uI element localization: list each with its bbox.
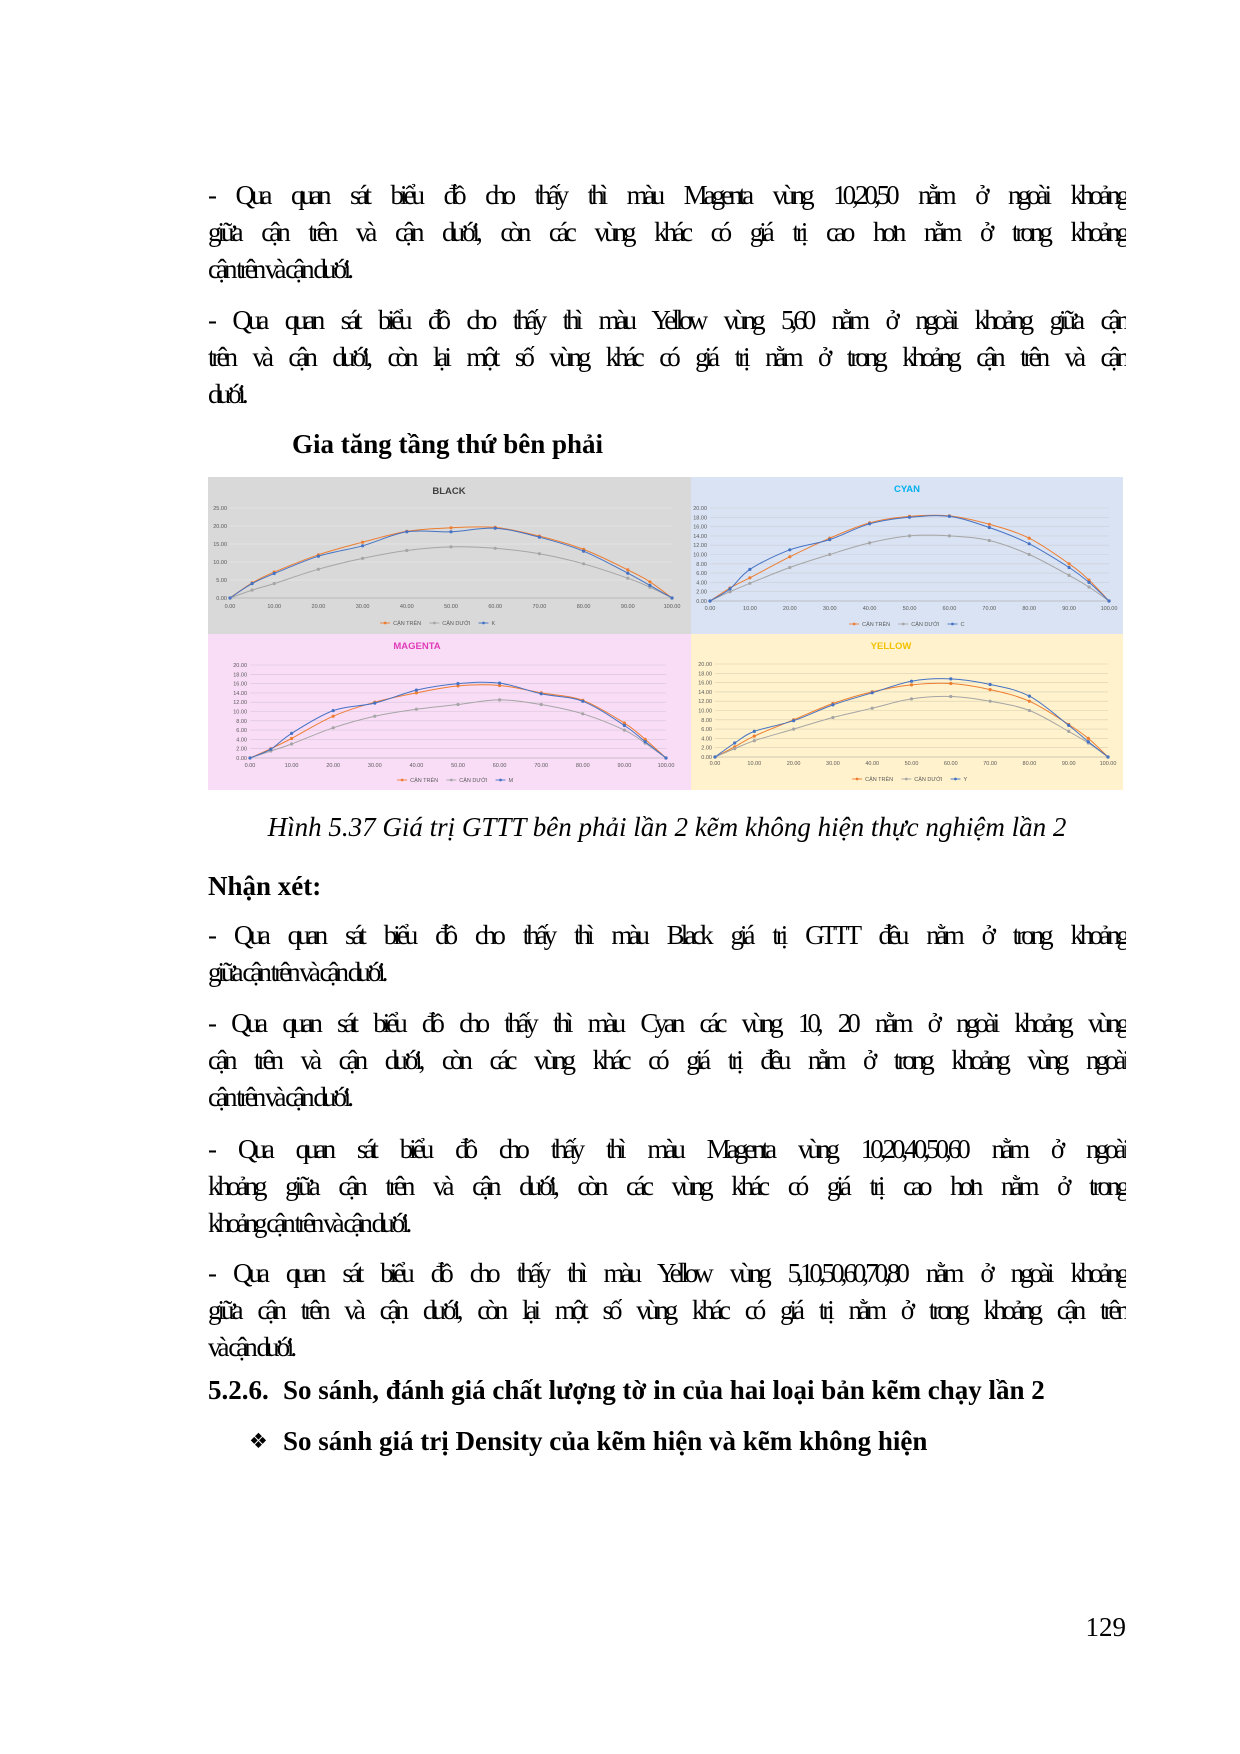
paragraph-line: - Qua quan sát biểu đồ cho thấy thì màu Magenta vùng 10,20,40,50,60 nằm ở ngoài <box>208 1134 1126 1164</box>
x-tick-label: 40.00 <box>862 606 877 612</box>
y-tick-label: 18.00 <box>698 671 712 678</box>
paragraph-line: và cận dưới. <box>208 1332 294 1362</box>
x-tick-label: 20.00 <box>782 606 797 612</box>
lower-bound-point <box>449 545 452 548</box>
y-tick-label: 0.00 <box>216 596 227 602</box>
paragraph-line: - Qua quan sát biểu đồ cho thấy thì màu Yellow vùng 5,60 nằm ở ngoài khoảng giữa cận <box>208 305 1126 335</box>
x-tick-label: 30.00 <box>355 604 370 610</box>
legend-entry <box>852 775 893 783</box>
legend-marker <box>905 778 908 781</box>
lower-bound-point <box>273 582 276 585</box>
measured-point <box>449 530 452 533</box>
measured-point <box>290 732 293 735</box>
upper-bound-line <box>230 527 672 598</box>
chart-cyan <box>691 477 1123 634</box>
lower-bound-point <box>373 715 376 718</box>
y-tick-label: 8.00 <box>236 718 247 725</box>
x-tick-label: 30.00 <box>826 761 840 767</box>
y-tick-label: 8.00 <box>696 561 707 568</box>
measured-point <box>988 526 991 529</box>
y-tick-label: 16.00 <box>233 681 247 688</box>
x-tick-label: 20.00 <box>786 761 801 767</box>
measured-point <box>248 756 251 759</box>
legend-marker <box>433 622 436 625</box>
y-tick-label: 4.00 <box>236 737 247 744</box>
measured-point <box>910 680 913 683</box>
measured-point <box>456 682 459 685</box>
lower-bound-point <box>792 728 795 731</box>
lower-bound-point <box>540 703 543 706</box>
figure-caption: Hình 5.37 Giá trị GTTT bên phải lần 2 kẽm không hiện thực nghiệm lần 2 <box>267 812 1067 842</box>
chart-title: CYAN <box>893 484 921 495</box>
y-tick-label: 6.00 <box>236 728 247 735</box>
y-tick-label: 14.00 <box>233 690 247 697</box>
x-tick-label: 80.00 <box>1022 761 1037 767</box>
legend-marker <box>856 778 859 781</box>
lower-bound-point <box>1068 574 1071 577</box>
paragraph-magenta-previous <box>208 177 1126 288</box>
y-tick-label: 10.00 <box>698 708 712 715</box>
paragraph-line: - Qua quan sát biểu đồ cho thấy thì màu Yellow vùng 5,10,50,60,70,80 nằm ở ngoài khoảng <box>208 1258 1126 1288</box>
lower-bound-point <box>989 700 992 703</box>
y-tick-label: 2.00 <box>236 746 247 753</box>
legend-entry <box>898 621 940 628</box>
paragraph-line: - Qua quan sát biểu đồ cho thấy thì màu Magenta vùng 10,20,50 nằm ở ngoài khoảng <box>208 180 1126 210</box>
x-tick-label: 0.00 <box>244 763 256 769</box>
x-tick-label: 60.00 <box>943 761 958 767</box>
x-tick-label: 100.00 <box>1100 606 1118 612</box>
x-tick-label: 0.00 <box>709 761 721 767</box>
lower-bound-point <box>831 716 834 719</box>
y-tick-label: 12.00 <box>698 699 712 706</box>
measured-point <box>626 572 629 575</box>
lower-bound-point <box>538 552 541 555</box>
y-tick-label: 14.00 <box>698 689 712 696</box>
y-tick-label: 4.00 <box>701 736 712 743</box>
legend-label: M <box>508 778 514 784</box>
measured-line <box>250 682 666 758</box>
legend-label: CẬN TRÊN <box>865 777 894 783</box>
upper-bound-point <box>788 555 791 558</box>
lower-bound-point <box>317 568 320 571</box>
legend-label: CẬN TRÊN <box>410 778 439 784</box>
measured-point <box>251 582 254 585</box>
measured-point <box>498 682 501 685</box>
chart-black <box>208 477 691 634</box>
lower-bound-point <box>623 729 626 732</box>
legend-label: CẬN DƯỚI <box>911 622 940 628</box>
y-tick-label: 12.00 <box>693 543 707 550</box>
legend-marker <box>954 778 957 781</box>
lower-bound-point <box>290 742 293 745</box>
paragraph-line: - Qua quan sát biểu đồ cho thấy thì màu Cyan các vùng 10, 20 nằm ở ngoài khoảng vùng <box>208 1008 1126 1038</box>
y-tick-label: 6.00 <box>701 727 712 734</box>
y-tick-label: 12.00 <box>233 700 247 707</box>
x-tick-label: 100.00 <box>657 763 675 769</box>
measured-line <box>715 679 1108 757</box>
legend-entry <box>849 620 890 628</box>
lower-bound-point <box>332 726 335 729</box>
x-tick-label: 70.00 <box>982 606 997 612</box>
legend-marker <box>401 779 404 782</box>
chart-panel-black <box>208 477 691 634</box>
measured-point <box>644 740 647 743</box>
lower-bound-point <box>1028 553 1031 556</box>
upper-bound-point <box>648 580 651 583</box>
x-tick-label: 20.00 <box>311 604 326 610</box>
measured-point <box>405 530 408 533</box>
page-number: 129 <box>1085 1612 1126 1642</box>
legend-entry <box>948 622 965 628</box>
paragraph-line: giữa cận trên và cận dưới. <box>208 957 385 987</box>
measured-point <box>788 548 791 551</box>
x-tick-label: 0.00 <box>224 604 236 610</box>
lower-bound-point <box>415 708 418 711</box>
measured-point <box>361 544 364 547</box>
legend-marker <box>450 779 453 782</box>
lower-bound-point <box>949 695 952 698</box>
measured-point <box>713 755 716 758</box>
paragraph-line: giữa cận trên và cận dưới, còn lại một số vùng khác có giá trị nằm ở trong khoảng cận trên <box>208 1295 1126 1325</box>
measured-point <box>1067 724 1070 727</box>
x-tick-label: 30.00 <box>822 606 837 612</box>
measured-point <box>540 692 543 695</box>
x-tick-label: 40.00 <box>865 761 880 767</box>
measured-point <box>948 515 951 518</box>
subsection-title: So sánh giá trị Density của kẽm hiện và kẽm không hiện <box>283 1426 928 1456</box>
lower-bound-point <box>748 582 751 585</box>
measured-point <box>748 568 751 571</box>
lower-bound-point <box>988 539 991 542</box>
x-tick-label: 80.00 <box>576 604 591 610</box>
legend-entry <box>496 778 514 784</box>
lower-bound-line <box>250 700 666 758</box>
lower-bound-point <box>456 703 459 706</box>
measured-point <box>332 709 335 712</box>
y-tick-label: 0.00 <box>236 756 247 762</box>
measured-point <box>728 587 731 590</box>
y-tick-label: 16.00 <box>693 524 707 531</box>
paragraph-yellow-previous <box>208 302 1126 413</box>
legend-entry <box>429 620 471 627</box>
measured-point <box>1107 599 1110 602</box>
measured-point <box>582 550 585 553</box>
upper-bound-point <box>748 576 751 579</box>
x-tick-label: 50.00 <box>451 763 465 769</box>
legend-marker <box>902 623 905 626</box>
lower-bound-point <box>908 534 911 537</box>
lower-bound-point <box>1028 709 1031 712</box>
x-tick-label: 80.00 <box>1022 606 1037 612</box>
y-tick-label: 18.00 <box>233 672 247 679</box>
y-tick-label: 8.00 <box>701 717 712 724</box>
paragraph-magenta <box>208 1131 1126 1242</box>
upper-bound-point <box>989 688 992 691</box>
paragraph-line: giữa cận trên và cận dưới, còn các vùng khác có giá trị cao hơn nằm ở trong khoảng <box>208 217 1126 247</box>
x-tick-label: 40.00 <box>409 763 424 769</box>
remarks-heading: Nhận xét: <box>208 871 322 901</box>
y-tick-label: 15.00 <box>213 542 227 548</box>
paragraph-line: dưới. <box>208 379 245 409</box>
y-tick-label: 14.00 <box>693 533 707 540</box>
lower-bound-point <box>581 712 584 715</box>
measured-point <box>949 677 952 680</box>
x-tick-label: 100.00 <box>1099 761 1117 767</box>
chart-title: YELLOW <box>870 641 912 652</box>
legend-entry <box>951 777 968 783</box>
upper-bound-point <box>753 735 756 738</box>
x-tick-label: 60.00 <box>942 606 957 612</box>
x-tick-label: 70.00 <box>534 763 549 769</box>
x-tick-label: 70.00 <box>532 604 547 610</box>
x-tick-label: 10.00 <box>747 761 762 767</box>
measured-point <box>1087 581 1090 584</box>
paragraph-yellow <box>208 1255 1126 1366</box>
lower-bound-point <box>788 566 791 569</box>
measured-point <box>494 527 497 530</box>
upper-bound-point <box>949 682 952 685</box>
measured-point <box>269 748 272 751</box>
legend-marker <box>951 623 954 626</box>
legend-marker <box>853 623 856 626</box>
lower-bound-point <box>868 541 871 544</box>
measured-point <box>648 584 651 587</box>
x-tick-label: 90.00 <box>1062 606 1076 612</box>
paragraph-line: - Qua quan sát biểu đồ cho thấy thì màu Black giá trị GTTT đều nằm ở trong khoảng <box>208 920 1126 950</box>
x-tick-label: 80.00 <box>575 763 590 769</box>
lower-bound-point <box>753 739 756 742</box>
measured-point <box>792 719 795 722</box>
y-tick-label: 6.00 <box>696 571 707 578</box>
subsection-heading <box>208 1423 1126 1460</box>
y-tick-label: 10.00 <box>213 560 227 566</box>
x-tick-label: 40.00 <box>399 604 414 610</box>
measured-point <box>1068 566 1071 569</box>
paragraph-line: cận trên và cận dưới, còn các vùng khác có giá trị đều nằm ở trong khoảng vùng ngoài <box>208 1045 1126 1075</box>
lower-bound-point <box>405 549 408 552</box>
measured-point <box>871 691 874 694</box>
y-tick-label: 4.00 <box>696 580 707 587</box>
measured-point <box>1028 695 1031 698</box>
measured-point <box>1028 542 1031 545</box>
x-tick-label: 50.00 <box>904 761 919 767</box>
x-tick-label: 60.00 <box>488 604 503 610</box>
x-tick-label: 30.00 <box>367 763 382 769</box>
figure-5-37-charts <box>208 477 1123 790</box>
chart-panel-yellow <box>691 634 1123 790</box>
chart-title: MAGENTA <box>393 641 441 652</box>
paragraph-cyan <box>208 1005 1126 1116</box>
upper-bound-point <box>290 737 293 740</box>
lower-bound-point <box>626 577 629 580</box>
y-tick-label: 20.00 <box>233 663 247 669</box>
chart-yellow <box>691 634 1123 790</box>
paragraph-line: trên và cận dưới, còn lại một số vùng khác có giá trị nằm ở trong khoảng cận trên và cận <box>208 342 1126 372</box>
y-tick-label: 0.00 <box>696 599 707 605</box>
section-number: 5.2.6. <box>208 1375 269 1405</box>
legend-entry <box>479 621 496 627</box>
legend-label: Y <box>963 777 968 783</box>
legend-label: CẬN DƯỚI <box>459 778 488 784</box>
measured-line <box>710 516 1109 601</box>
section-heading <box>208 1372 1126 1409</box>
x-tick-label: 20.00 <box>326 763 341 769</box>
measured-point <box>989 683 992 686</box>
x-tick-label: 100.00 <box>663 604 681 610</box>
lower-bound-point <box>582 562 585 565</box>
measured-point <box>415 689 418 692</box>
y-tick-label: 10.00 <box>233 709 247 716</box>
lower-bound-point <box>251 589 254 592</box>
y-tick-label: 5.00 <box>216 578 227 584</box>
legend-marker <box>384 622 387 625</box>
measured-point <box>828 538 831 541</box>
legend-label: CẬN TRÊN <box>393 621 422 627</box>
upper-bound-point <box>1028 700 1031 703</box>
lower-bound-point <box>910 697 913 700</box>
lower-bound-point <box>948 534 951 537</box>
y-tick-label: 2.00 <box>696 589 707 596</box>
lower-bound-point <box>494 547 497 550</box>
paragraph-line: khoảng giữa cận trên và cận dưới, còn các vùng khác có giá trị cao hơn nằm ở trong <box>208 1171 1126 1201</box>
legend-label: CẬN DƯỚI <box>914 777 943 783</box>
measured-point <box>538 536 541 539</box>
diamond-bullet-icon: ❖ <box>249 1429 268 1453</box>
legend-entry <box>397 776 438 784</box>
measured-point <box>317 555 320 558</box>
measured-point <box>908 516 911 519</box>
y-tick-label: 16.00 <box>698 680 712 687</box>
measured-point <box>868 522 871 525</box>
y-tick-label: 20.00 <box>693 506 707 512</box>
lower-bound-point <box>498 698 501 701</box>
upper-bound-point <box>449 526 452 529</box>
lower-bound-line <box>230 547 672 598</box>
paragraph-black <box>208 917 1126 991</box>
x-tick-label: 0.00 <box>704 606 716 612</box>
legend-entry <box>446 777 488 784</box>
paragraph-line: khoảng cận trên và cận dưới. <box>208 1208 409 1238</box>
figure-heading: Gia tăng tầng thứ bên phải <box>292 429 604 459</box>
measured-point <box>753 730 756 733</box>
upper-bound-point <box>1028 537 1031 540</box>
x-tick-label: 50.00 <box>444 604 458 610</box>
legend-label: CẬN TRÊN <box>862 622 891 628</box>
measured-point <box>228 596 231 599</box>
chart-panel-cyan <box>691 477 1123 634</box>
x-tick-label: 90.00 <box>1061 761 1076 767</box>
y-tick-label: 2.00 <box>701 745 712 752</box>
upper-bound-point <box>910 683 913 686</box>
lower-bound-point <box>1087 585 1090 588</box>
x-tick-label: 50.00 <box>902 606 917 612</box>
lower-bound-point <box>733 747 736 750</box>
legend-label: C <box>960 622 965 628</box>
measured-point <box>373 702 376 705</box>
lower-bound-point <box>1067 730 1070 733</box>
measured-point <box>1087 740 1090 743</box>
chart-panel-magenta <box>208 634 691 790</box>
paragraph-line: cận trên và cận dưới. <box>208 1082 351 1112</box>
y-tick-label: 25.00 <box>213 506 227 512</box>
y-tick-label: 18.00 <box>693 515 707 522</box>
legend-label: K <box>491 621 496 627</box>
legend-entry <box>380 619 421 627</box>
lower-bound-point <box>728 590 731 593</box>
upper-bound-point <box>1068 562 1071 565</box>
y-tick-label: 20.00 <box>698 662 712 668</box>
lower-bound-point <box>361 557 364 560</box>
x-tick-label: 10.00 <box>267 604 282 610</box>
measured-point <box>664 756 667 759</box>
measured-point <box>831 703 834 706</box>
legend-entry <box>901 776 943 783</box>
y-tick-label: 20.00 <box>213 524 227 530</box>
chart-magenta <box>208 634 691 790</box>
paragraph-line: cận trên và cận dưới. <box>208 254 351 284</box>
x-tick-label: 10.00 <box>284 763 299 769</box>
measured-point <box>273 572 276 575</box>
measured-point <box>1106 755 1109 758</box>
upper-bound-point <box>988 523 991 526</box>
lower-bound-point <box>871 707 874 710</box>
legend-marker <box>482 622 485 625</box>
measured-point <box>623 724 626 727</box>
measured-point <box>708 599 711 602</box>
x-tick-label: 70.00 <box>983 761 997 767</box>
upper-bound-point <box>626 568 629 571</box>
upper-bound-point <box>1087 737 1090 740</box>
measured-point <box>581 700 584 703</box>
y-tick-label: 10.00 <box>693 552 707 559</box>
legend-marker <box>499 779 502 782</box>
x-tick-label: 60.00 <box>492 763 507 769</box>
chart-title: BLACK <box>432 486 466 497</box>
x-tick-label: 90.00 <box>617 763 632 769</box>
upper-bound-point <box>361 541 364 544</box>
upper-bound-point <box>415 691 418 694</box>
lower-bound-point <box>828 553 831 556</box>
upper-bound-point <box>332 715 335 718</box>
measured-point <box>733 741 736 744</box>
section-title: So sánh, đánh giá chất lượng tờ in của hai loại bản kẽm chạy lần 2 <box>283 1375 1045 1405</box>
x-tick-label: 90.00 <box>620 604 635 610</box>
x-tick-label: 10.00 <box>743 606 757 612</box>
legend-label: CẬN DƯỚI <box>442 621 471 627</box>
measured-point <box>670 596 673 599</box>
y-tick-label: 0.00 <box>701 755 712 761</box>
